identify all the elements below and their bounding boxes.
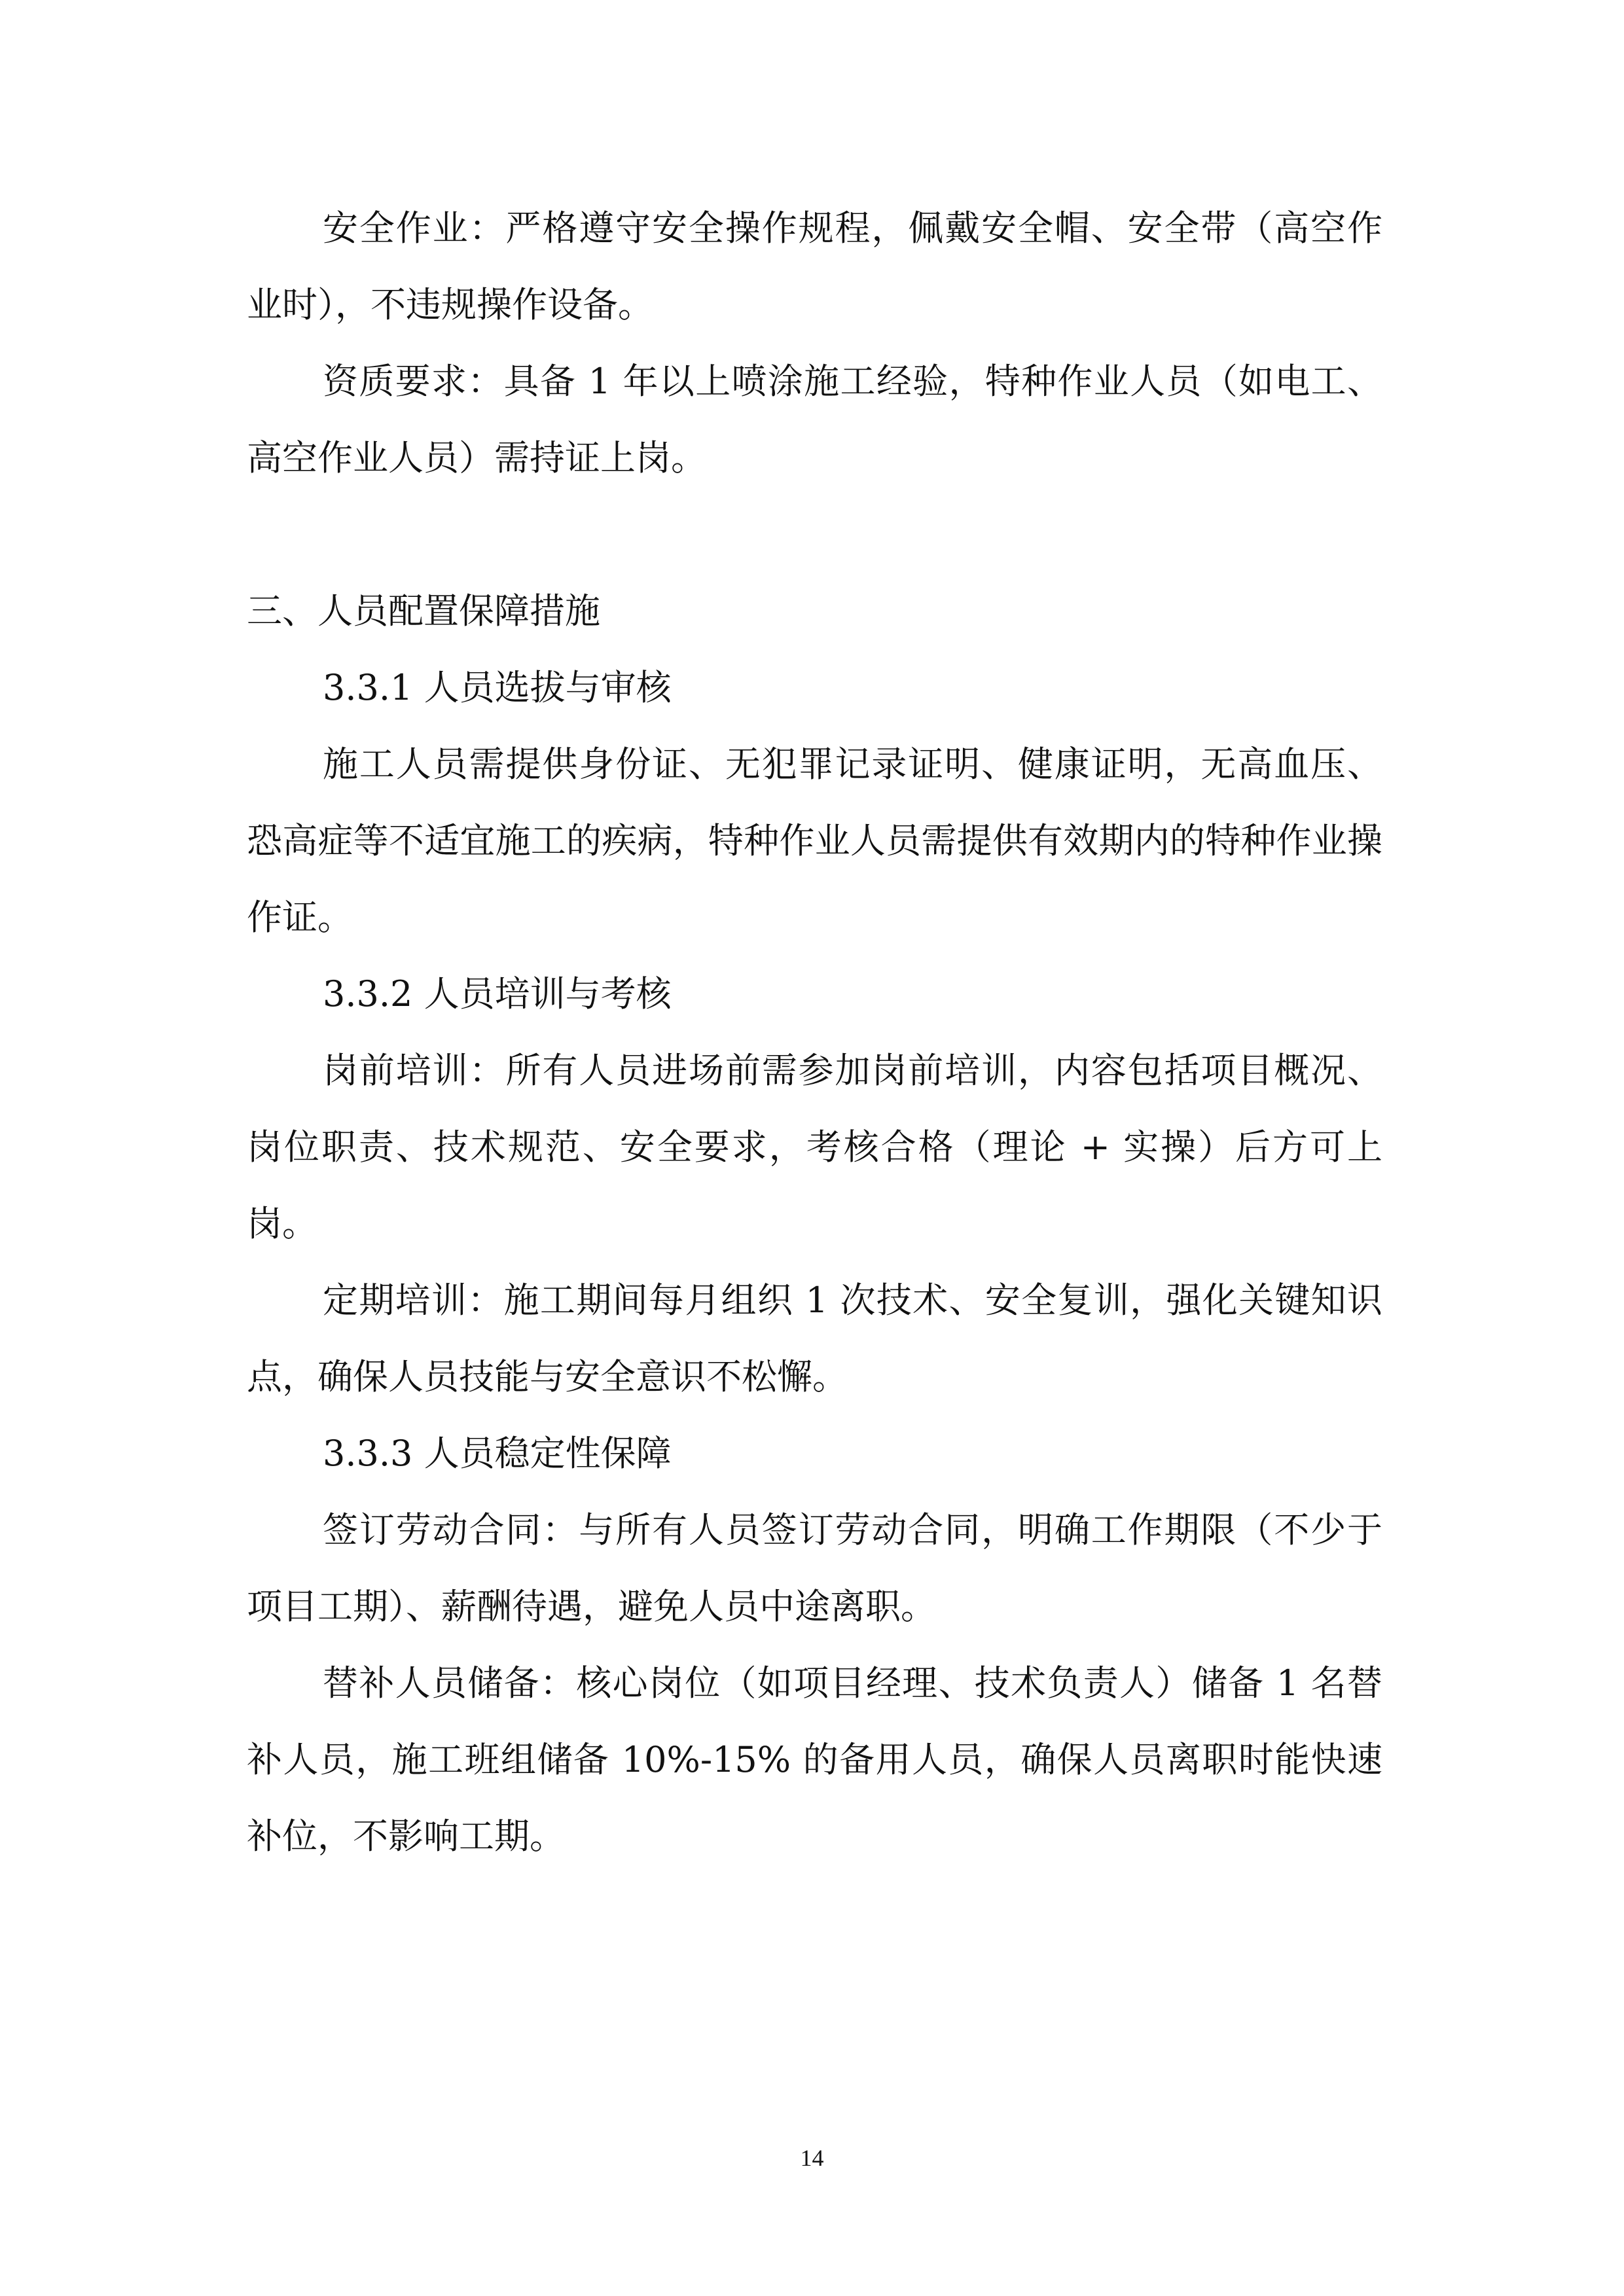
paragraph-selection-review: 施工人员需提供身份证、无犯罪记录证明、健康证明，无高血压、恐高症等不适宜施工的疾病，特种作业人员需提供有效期内的特种作业操作证。	[247, 744, 1382, 938]
section-title: 三、人员配置保障措施	[247, 590, 600, 632]
paragraph-labor-contract: 签订劳动合同：与所有人员签订劳动合同，明确工作期限（不少于项目工期）、薪酬待遇，避免人员中途离职。	[247, 1509, 1382, 1627]
paragraph-qualification: 资质要求：具备 1 年以上喷涂施工经验，特种作业人员（如电工、高空作业人员）需持证上岗。	[247, 361, 1382, 478]
subsection-title-3-3-1: 3.3.1 人员选拔与审核	[323, 667, 672, 708]
paragraph-periodic-training: 定期培训：施工期间每月组织 1 次技术、安全复训，强化关键知识点，确保人员技能与安全意识不松懈。	[247, 1280, 1382, 1397]
subsection-title-3-3-2: 3.3.2 人员培训与考核	[323, 973, 672, 1014]
document-page	[247, 0, 1382, 2296]
paragraph-backup-staff: 替补人员储备：核心岗位（如项目经理、技术负责人）储备 1 名替补人员，施工班组储备 10%-15% 的备用人员，确保人员离职时能快速补位，不影响工期。	[247, 1662, 1382, 1857]
subsection-title-3-3-3: 3.3.3 人员稳定性保障	[323, 1433, 672, 1474]
paragraph-safety-operation: 安全作业：严格遵守安全操作规程，佩戴安全帽、安全带（高空作业时），不违规操作设备。	[247, 207, 1382, 325]
paragraph-pre-job-training: 岗前培训：所有人员进场前需参加岗前培训，内容包括项目概况、岗位职责、技术规范、安全要求，考核合格（理论 + 实操）后方可上岗。	[247, 1050, 1382, 1244]
document-body	[247, 190, 1382, 1874]
page-number: 14	[800, 2145, 824, 2171]
